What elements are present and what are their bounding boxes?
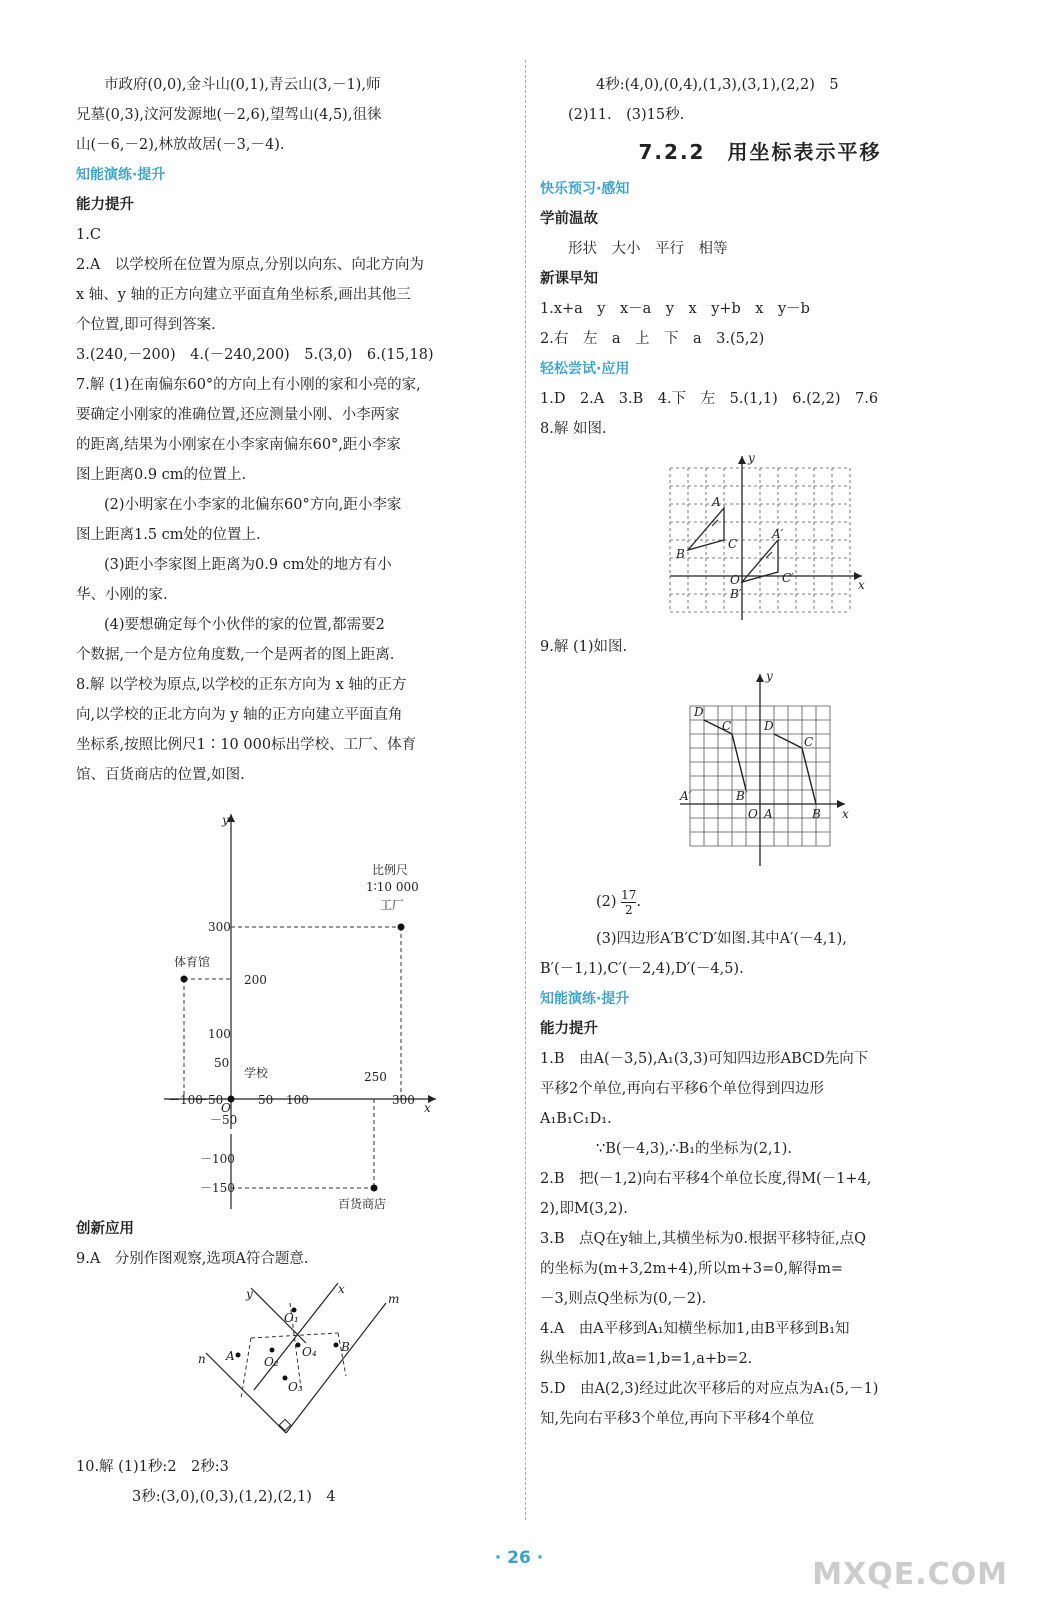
point-b-prime: B′ bbox=[730, 587, 742, 601]
fraction-numerator: 17 bbox=[621, 887, 637, 902]
scale-label: 比例尺 bbox=[372, 863, 409, 877]
x-tick: 250 bbox=[364, 1070, 387, 1084]
answer-line: (2)小明家在小李家的北偏东60°方向,距小李家 bbox=[104, 497, 402, 513]
answer-line: 要确定小刚家的准确位置,还应测量小刚、小李两家 bbox=[76, 407, 400, 423]
answer-line: 华、小刚的家. bbox=[76, 587, 168, 603]
store-point bbox=[371, 1185, 378, 1192]
answer-line: 的距离,结果为小刚家在小李家南偏东60°,距小李家 bbox=[76, 437, 401, 453]
y-tick: －50 bbox=[210, 1113, 238, 1127]
answer-line: 8.解 如图. bbox=[540, 421, 607, 437]
answer-line: 9.解 (1)如图. bbox=[540, 639, 628, 655]
page-number: · 26 · bbox=[494, 1548, 544, 1568]
answer-line: 个数据,一个是方位角度数,一个是两者的图上距离. bbox=[76, 647, 395, 663]
subheading: 创新应用 bbox=[76, 1221, 134, 1237]
y-label: y bbox=[222, 813, 229, 827]
origin-label: O bbox=[730, 573, 740, 587]
point-c-prime: C′ bbox=[782, 571, 794, 585]
rotated-axes-figure bbox=[76, 1278, 508, 1448]
answer-line: 2),即M(3,2). bbox=[540, 1201, 628, 1217]
point-b: B bbox=[676, 547, 685, 561]
answer-line: 1.C bbox=[76, 227, 101, 243]
point-c-prime: C bbox=[722, 719, 732, 733]
intro-line: 兄墓(0,3),汶河发源地(－2,6),望驾山(4,5),徂徕 bbox=[76, 107, 382, 123]
point-b: B bbox=[812, 807, 821, 821]
answer-line: 5.D 由A(2,3)经过此次平移后的对应点为A₁(5,－1) bbox=[540, 1381, 879, 1397]
y-label: y bbox=[748, 451, 755, 465]
answer-line: B′(－1,1),C′(－2,4),D′(－4,5). bbox=[540, 961, 744, 977]
answer-line: 的坐标为(m+3,2m+4),所以m+3=0,解得m= bbox=[540, 1261, 844, 1277]
x-tick: 100 bbox=[286, 1093, 309, 1107]
answer-line: (4)要想确定每个小伙伴的家的位置,都需要2 bbox=[104, 617, 385, 633]
x-tick: －50 bbox=[196, 1093, 224, 1107]
answer-line: 图上距离1.5 cm处的位置上. bbox=[76, 527, 261, 543]
answer-line: (3)四边形A′B′C′D′如图.其中A′(－4,1), bbox=[596, 931, 847, 947]
answer-line: 纵坐标加1,故a=1,b=1,a+b=2. bbox=[540, 1351, 753, 1367]
y-tick: 200 bbox=[244, 973, 267, 987]
answer-line: 知,先向右平移3个单位,再向下平移4个单位 bbox=[540, 1411, 815, 1427]
answer-line: 2.右 左 a 上 下 a 3.(5,2) bbox=[540, 331, 765, 347]
subheading: 能力提升 bbox=[76, 197, 134, 213]
school-label: 学校 bbox=[244, 1066, 269, 1080]
y-label: y bbox=[766, 669, 773, 683]
answer-line: 3.(240,－200) 4.(－240,200) 5.(3,0) 6.(15,18) bbox=[76, 347, 434, 363]
answer-line: 1.B 由A(－3,5),A₁(3,3)可知四边形ABCD先向下 bbox=[540, 1051, 869, 1067]
y-tick: 100 bbox=[208, 1027, 231, 1041]
y-tick: 300 bbox=[208, 920, 231, 934]
answer-line: 3秒:(3,0),(0,3),(1,2),(2,1) 4 bbox=[132, 1489, 336, 1505]
o1-label: O₁ bbox=[284, 1311, 299, 1325]
answer-line: 坐标系,按照比例尺1∶10 000标出学校、工厂、体育 bbox=[76, 737, 417, 753]
answer-line: －3,则点Q坐标为(0,－2). bbox=[540, 1291, 707, 1307]
answer-line: A₁B₁C₁D₁. bbox=[540, 1111, 612, 1127]
y-tick: －150 bbox=[200, 1181, 235, 1195]
origin-label: O bbox=[748, 807, 758, 821]
column-divider bbox=[525, 60, 526, 1520]
answer-line: 馆、百货商店的位置,如图. bbox=[76, 767, 245, 783]
answer-line: 7.解 (1)在南偏东60°的方向上有小刚的家和小亮的家, bbox=[76, 377, 421, 393]
answer-line: 1.x+a y x－a y x y+b x y－b bbox=[540, 301, 810, 317]
point-a: A bbox=[764, 807, 773, 821]
section-title: 7.2.2 用坐标表示平移 bbox=[638, 140, 882, 164]
y-tick: －100 bbox=[200, 1152, 235, 1166]
subheading: 能力提升 bbox=[540, 1021, 598, 1037]
answer-line: 3.B 点Q在y轴上,其横坐标为0.根据平移特征,点Q bbox=[540, 1231, 867, 1247]
answer-line: 4秒:(4,0),(0,4),(1,3),(3,1),(2,2) 5 bbox=[596, 77, 839, 93]
x-label: x bbox=[842, 807, 849, 821]
quadrilateral-grid-figure bbox=[540, 666, 980, 876]
point-d-prime: D bbox=[694, 705, 704, 719]
x-label: x bbox=[424, 1101, 431, 1115]
n-label: n bbox=[198, 1352, 206, 1366]
x-label: x bbox=[858, 578, 865, 592]
translation-grid-figure bbox=[540, 448, 980, 628]
point-b-prime: B′ bbox=[736, 789, 748, 803]
section-heading: 知能演练·提升 bbox=[540, 991, 630, 1007]
right-column bbox=[540, 70, 980, 1434]
subheading: 学前温故 bbox=[540, 211, 598, 227]
gym-label: 体育馆 bbox=[174, 955, 211, 969]
answer-line: 个位置,即可得到答案. bbox=[76, 317, 216, 333]
section-heading: 知能演练·提升 bbox=[76, 167, 166, 183]
y-tick: 50 bbox=[214, 1056, 230, 1070]
answer-line: x 轴、y 轴的正方向建立平面直角坐标系,画出其他三 bbox=[76, 287, 411, 303]
x-tick: 300 bbox=[392, 1093, 415, 1107]
subheading: 新课早知 bbox=[540, 271, 598, 287]
origin-label: O bbox=[221, 1101, 231, 1115]
o2-label: O₂ bbox=[264, 1355, 279, 1369]
o3-label: O₃ bbox=[288, 1380, 303, 1394]
section-heading: 轻松尝试·应用 bbox=[540, 361, 630, 377]
point-a-prime: A′ bbox=[680, 789, 692, 803]
answer-line: 1.D 2.A 3.B 4.下 左 5.(1,1) 6.(2,2) 7.6 bbox=[540, 391, 879, 407]
fraction-denominator: 2 bbox=[624, 902, 633, 917]
answer-line: ∵B(－4,3),∴B₁的坐标为(2,1). bbox=[596, 1141, 793, 1157]
o4-label: O₄ bbox=[302, 1345, 317, 1359]
answer-line: 图上距离0.9 cm的位置上. bbox=[76, 467, 247, 483]
answer-line: 形状 大小 平行 相等 bbox=[568, 241, 728, 257]
y-label: y bbox=[246, 1287, 253, 1301]
answer-line: 8.解 以学校为原点,以学校的正东方向为 x 轴的正方 bbox=[76, 677, 407, 693]
point-b-label: B bbox=[341, 1340, 350, 1354]
point-a-label: A bbox=[226, 1349, 235, 1363]
answer-line: 10.解 (1)1秒:2 2秒:3 bbox=[76, 1459, 229, 1475]
fraction bbox=[621, 888, 636, 917]
intro-line: 市政府(0,0),金斗山(0,1),青云山(3,－1),师 bbox=[104, 77, 381, 93]
coordinate-map-figure bbox=[76, 794, 508, 1134]
x-tick: －100 bbox=[168, 1093, 203, 1107]
coordinate-map-figure-lower bbox=[76, 1134, 508, 1214]
point-a-prime: A′ bbox=[772, 527, 784, 541]
intro-line: 山(－6,－2),林放故居(－3,－4). bbox=[76, 137, 285, 153]
answer-line: 9.A 分别作图观察,选项A符合题意. bbox=[76, 1251, 309, 1267]
scale-value: 1∶10 000 bbox=[366, 880, 419, 894]
point-a: A bbox=[712, 495, 721, 509]
answer-line: (2)11. (3)15秒. bbox=[568, 107, 685, 123]
answer-line: 2.A 以学校所在位置为原点,分别以向东、向北方向为 bbox=[76, 257, 424, 273]
point-d: D bbox=[764, 719, 774, 733]
gym-point bbox=[181, 976, 188, 983]
x-tick: 50 bbox=[258, 1093, 274, 1107]
answer-line: 2.B 把(－1,2)向右平移4个单位长度,得M(－1+4, bbox=[540, 1171, 872, 1187]
left-column bbox=[76, 70, 508, 1512]
fraction-prefix: (2) bbox=[596, 894, 617, 910]
answer-line: (2) $\frac{17}{2}$ . bbox=[596, 887, 642, 917]
watermark: MXQE.COM bbox=[812, 1557, 1008, 1592]
answer-line: 4.A 由A平移到A₁知横坐标加1,由B平移到B₁知 bbox=[540, 1321, 850, 1337]
x-label: x bbox=[338, 1282, 345, 1296]
answer-line: (3)距小李家图上距离为0.9 cm处的地方有小 bbox=[104, 557, 392, 573]
answer-line: 向,以学校的正北方向为 y 轴的正方向建立平面直角 bbox=[76, 707, 403, 723]
factory-label: 工厂 bbox=[380, 898, 405, 912]
answer-line: 平移2个单位,再向右平移6个单位得到四边形 bbox=[540, 1081, 825, 1097]
triangle-abc bbox=[688, 508, 724, 550]
section-heading: 快乐预习·感知 bbox=[540, 181, 630, 197]
store-label: 百货商店 bbox=[338, 1197, 387, 1211]
factory-point bbox=[398, 924, 405, 931]
point-c: C bbox=[804, 735, 814, 749]
point-c: C bbox=[728, 537, 738, 551]
m-label: m bbox=[388, 1292, 400, 1306]
